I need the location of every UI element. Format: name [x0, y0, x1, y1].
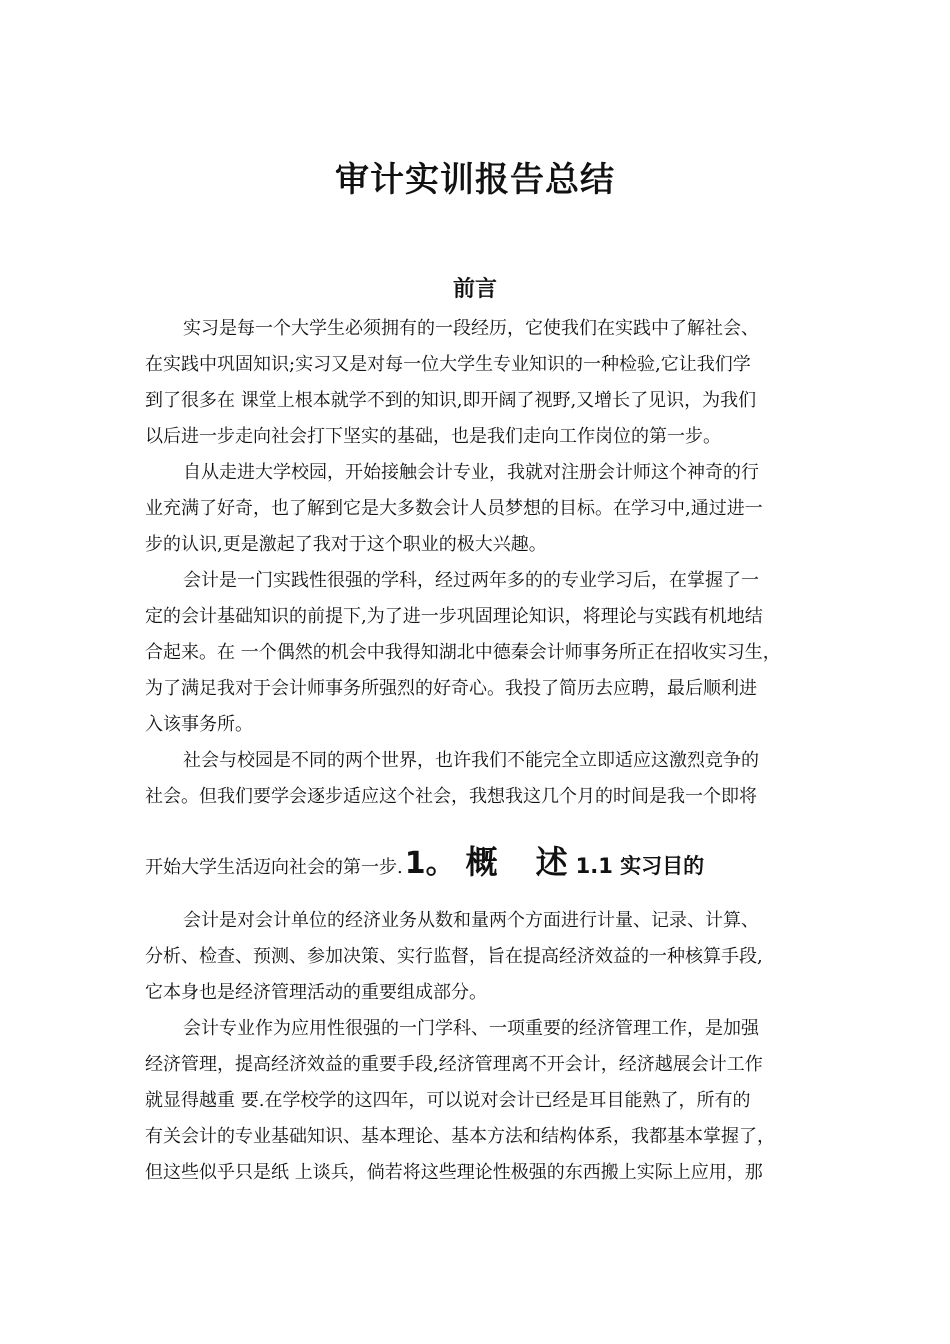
- text-line: 定的会计基础知识的前提下,为了进一步巩固理论知识，将理论与实践有机地结: [145, 606, 763, 627]
- text-line: 以后进一步走向社会打下坚实的基础，也是我们走向工作岗位的第一步。: [145, 426, 721, 447]
- text-line: 合起来。在 一个偶然的机会中我得知湖北中德秦会计师事务所正在招收实习生，: [145, 642, 781, 663]
- text-line: 为了满足我对于会计师事务所强烈的好奇心。我投了简历去应聘，最后顺利进: [145, 678, 757, 699]
- section-number: 1。: [404, 846, 456, 881]
- text-line: 但这些似乎只是纸 上谈兵，倘若将这些理论性极强的东西搬上实际上应用，那: [145, 1162, 763, 1183]
- text-line: 到了很多在 课堂上根本就学不到的知识,即开阔了视野,又增长了见识，为我们: [145, 390, 757, 411]
- text-line: 会计是一门实践性很强的学科，经过两年多的的专业学习后，在掌握了一: [183, 570, 759, 591]
- text-line: 会计专业作为应用性很强的一门学科、一项重要的经济管理工作，是加强: [183, 1018, 759, 1039]
- text-line: 在实践中巩固知识;实习又是对每一位大学生专业知识的一种检验,它让我们学: [145, 354, 751, 375]
- text-line: 它本身也是经济管理活动的重要组成部分。: [145, 982, 487, 1003]
- document-title: 审计实训报告总结: [335, 160, 615, 200]
- preface-heading: 前言: [452, 277, 497, 302]
- body-text: [145, 903, 813, 1191]
- text-line: 业充满了好奇，也了解到它是大多数会计人员梦想的目标。在学习中,通过进一: [145, 498, 763, 519]
- subsection-heading: 1.1 实习目的: [575, 854, 705, 878]
- text-line: 步的认识,更是激起了我对于这个职业的极大兴趣。: [145, 534, 547, 555]
- text-line: 就显得越重 要.在学校学的这四年，可以说对会计已经是耳目能熟了，所有的: [145, 1090, 751, 1111]
- text-line: 分析、检查、预测、参加决策、实行监督，旨在提高经济效益的一种核算手段,: [145, 946, 763, 967]
- text-line: 实习是每一个大学生必须拥有的一段经历，它使我们在实践中了解社会、: [183, 318, 759, 339]
- text-line: 社会与校园是不同的两个世界，也许我们不能完全立即适应这激烈竞争的: [183, 750, 759, 771]
- heading-lead-text: 开始大学生活迈向社会的第一步.: [145, 857, 403, 878]
- preface-text: [145, 311, 813, 815]
- text-line: 自从走进大学校园，开始接触会计专业，我就对注册会计师这个神奇的行: [183, 462, 759, 483]
- text-line: 经济管理，提高经济效益的重要手段,经济管理离不开会计，经济越展会计工作: [145, 1054, 763, 1075]
- text-line: 社会。但我们要学会逐步适应这个社会，我想我这几个月的时间是我一个即将: [145, 786, 757, 807]
- section-heading-line: [145, 834, 813, 890]
- text-line: 会计是对会计单位的经济业务从数和量两个方面进行计量、记录、计算、: [183, 910, 759, 931]
- text-line: 有关会计的专业基础知识、基本理论、基本方法和结构体系，我都基本掌握了，: [145, 1126, 775, 1147]
- text-line: 入该事务所。: [145, 714, 253, 735]
- section-title: 概述: [465, 843, 606, 881]
